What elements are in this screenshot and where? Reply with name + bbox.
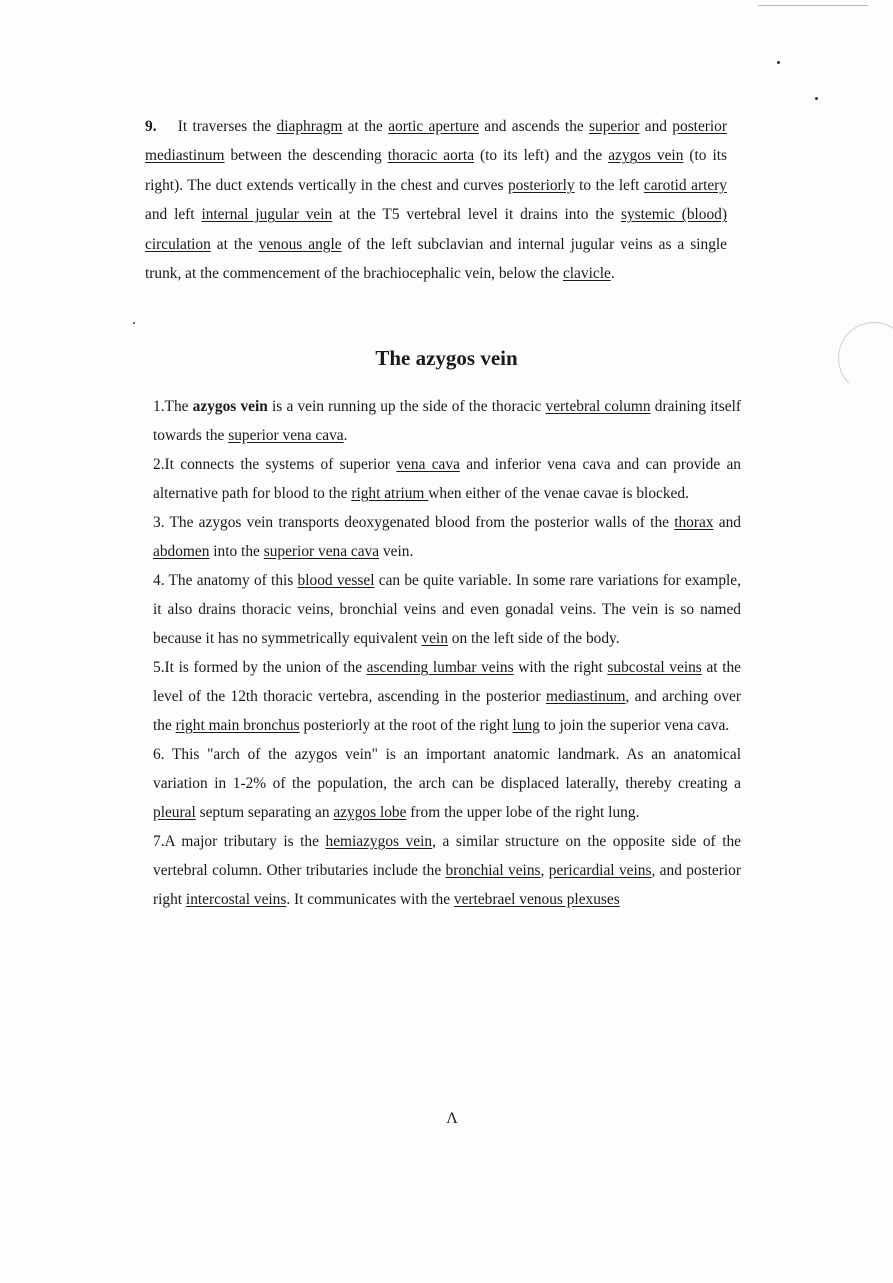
- link-hemiazygos-vein: hemiazygos vein: [325, 833, 433, 850]
- link-right-atrium: right atrium: [351, 485, 429, 502]
- list-item: 1.The azygos vein is a vein running up the side of the thoracic vertebral column draining itself towards the superior vena cava.: [153, 398, 742, 444]
- list-item: 5.It is formed by the union of the ascending lumbar veins with the right subcostal veins at the level of the 12th thoracic vertebra, ascending in the posterior mediastinum, and arching over the right main bronchus posteriorly at the root of the right lung to join the superior vena cava.: [153, 659, 742, 734]
- link-vena-cava: vena cava: [396, 456, 460, 473]
- scan-speck: [777, 61, 780, 64]
- link-posteriorly: posteriorly: [507, 176, 575, 194]
- link-pleural: pleural: [153, 804, 196, 821]
- scan-speck: [133, 322, 135, 324]
- paragraph-number: 9.: [145, 118, 157, 135]
- link-azygos-vein: azygos vein: [608, 147, 684, 165]
- bold-term: azygos vein: [192, 398, 268, 415]
- page-number: Λ: [446, 1110, 458, 1127]
- link-diaphragm: diaphragm: [276, 118, 343, 135]
- link-ascending-lumbar-veins: ascending lumbar veins: [366, 659, 514, 676]
- link-pericardial-veins: pericardial veins: [548, 862, 652, 879]
- link-superior-vena-cava: superior vena cava: [228, 427, 344, 444]
- link-intercostal-veins: intercostal veins: [185, 891, 287, 908]
- list-item: 6. This "arch of the azygos vein" is an important anatomic landmark. As an anatomical variation in 1-2% of the population, the arch can be displaced laterally, thereby creating a pleural septum separating an azygos lobe from the upper lobe of the right lung.: [153, 746, 741, 821]
- list-item: 4. The anatomy of this blood vessel can be quite variable. In some rare variations for example, it also drains thoracic veins, bronchial veins and even gonadal veins. The vein is so named because it has no symmetrically equivalent vein on the left side of the body.: [153, 572, 741, 647]
- link-superior-vena-cava: superior vena cava: [263, 543, 380, 560]
- list-item: 7.A major tributary is the hemiazygos vein, a similar structure on the opposite side of the vertebral column. Other tributaries include the bronchial veins, pericardial veins, and posterior right intercostal veins. It communicates with the vertebrael venous plexuses: [153, 833, 741, 908]
- link-vertebral-venous-plexuses: vertebrael venous plexuses: [453, 891, 620, 908]
- link-venous-angle: venous angle: [258, 235, 342, 253]
- link-azygos-lobe: azygos lobe: [333, 804, 407, 821]
- link-carotid-artery: carotid artery: [643, 176, 727, 194]
- link-vein: vein: [421, 630, 448, 647]
- link-systemic-circulation: systemic (blood) circulation: [145, 206, 728, 253]
- section-title: The azygos vein: [375, 346, 518, 370]
- intro-paragraph: 9. It traverses the diaphragm at the aortic aperture and ascends the superior and posterior mediastinum between the descending thoracic aorta (to its left) and the azygos vein (to its right). The duct extends vertically in the chest and curves posteriorly to the left carotid artery and left internal jugular vein at the T5 vertebral level it drains into the systemic (blood) circulation at the venous angle of the left subclavian and internal jugular veins as a single trunk, at the commencement of the brachiocephalic vein, below the clavicle.: [145, 118, 728, 283]
- link-thoracic-aorta: thoracic aorta: [387, 147, 475, 165]
- link-right-main-bronchus: right main bronchus: [175, 717, 300, 734]
- link-internal-jugular-vein: internal jugular vein: [201, 206, 333, 224]
- link-aortic-aperture: aortic aperture: [388, 118, 479, 135]
- link-superior: superior: [589, 118, 640, 135]
- link-mediastinum: mediastinum: [545, 688, 626, 705]
- link-vertebral-column: vertebral column: [545, 398, 651, 415]
- link-thorax: thorax: [674, 514, 714, 531]
- link-posterior-mediastinum: posterior mediastinum: [145, 118, 728, 165]
- list-item: 2.It connects the systems of superior vena cava and inferior vena cava and can provide an alternative path for blood to the right atrium when either of the venae cavae is blocked.: [153, 456, 741, 502]
- link-blood-vessel: blood vessel: [297, 572, 375, 589]
- link-bronchial-veins: bronchial veins: [445, 862, 541, 879]
- list-item: 3. The azygos vein transports deoxygenated blood from the posterior walls of the thorax and abdomen into the superior vena cava vein.: [153, 514, 741, 560]
- link-lung: lung: [512, 717, 540, 734]
- link-abdomen: abdomen: [153, 543, 210, 560]
- link-clavicle: clavicle: [562, 265, 611, 283]
- scan-speck: [815, 97, 818, 100]
- scan-edge-line: [758, 5, 868, 6]
- azygos-list: [153, 392, 741, 914]
- link-subcostal-veins: subcostal veins: [607, 659, 702, 676]
